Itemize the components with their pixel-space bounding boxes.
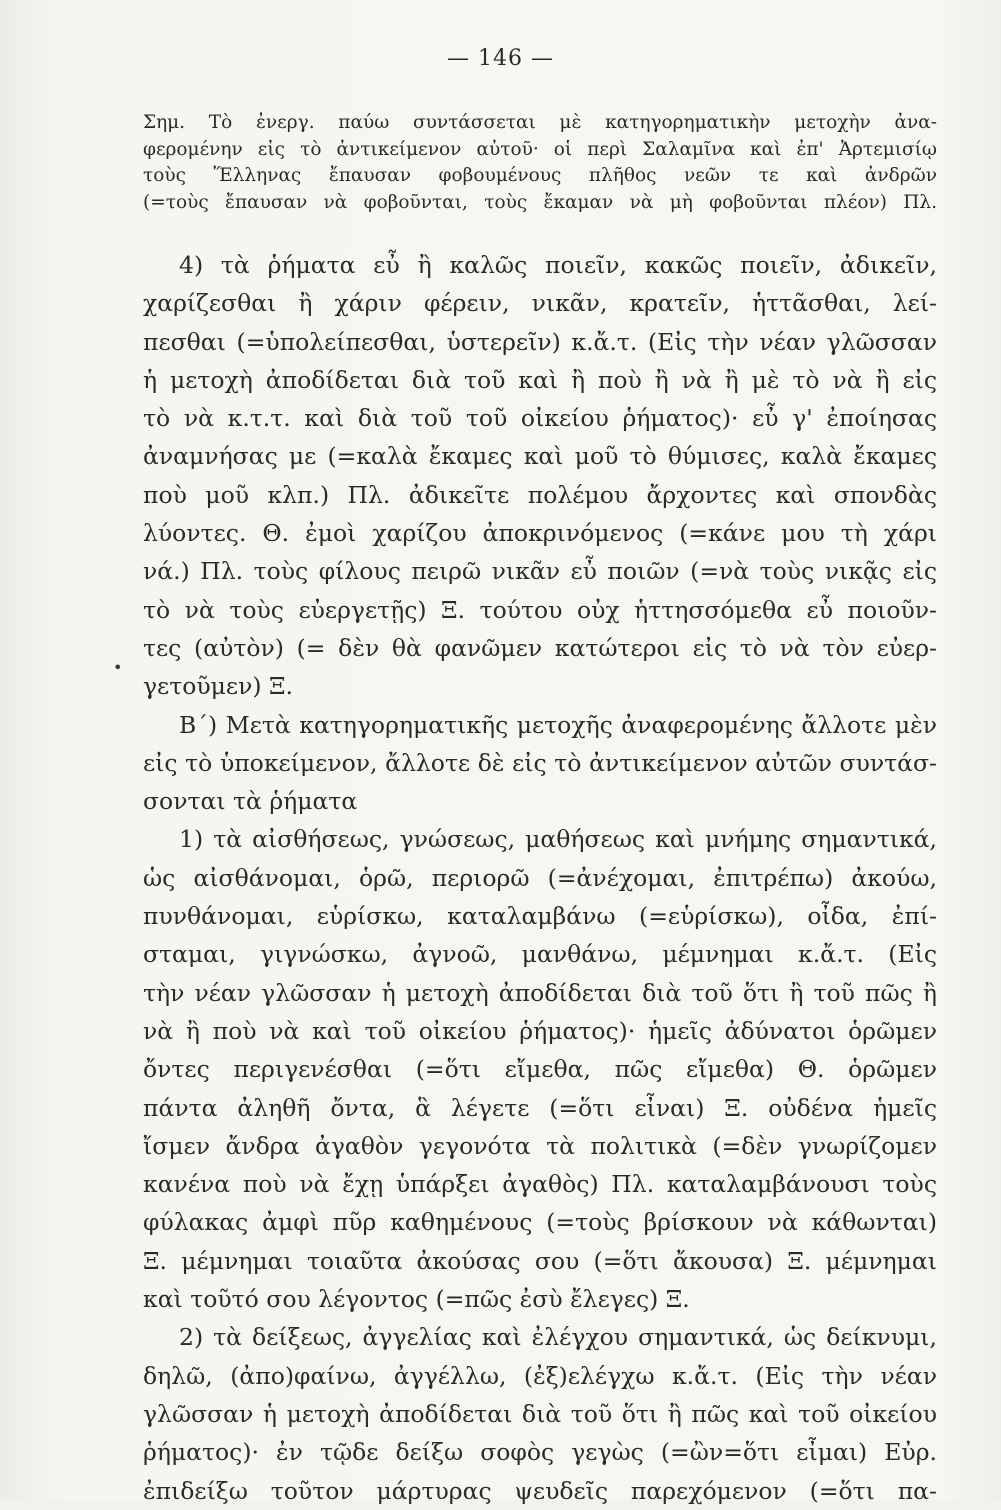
text-line: ῥήματος)· ἐν τῷδε δείξω σοφὸς γεγὼς (=ὢν=ὅτι εἶμαι) Εὐρ. — [143, 1438, 937, 1467]
text-line: ἡ μετοχὴ ἀποδίδεται διὰ τοῦ καὶ ἢ ποὺ ἢ νὰ ἢ μὲ τὸ νὰ ἢ εἰς — [143, 365, 937, 394]
text-line: τες (αὐτὸν) (= δὲν θὰ φανῶμεν κατώτεροι εἰς τὸ νὰ τὸν εὐερ- — [143, 633, 937, 662]
note-line: (=τοὺς ἔπαυσαν νὰ φοβοῦνται, τοὺς ἔκαμαν νὰ μὴ φοβοῦνται πλέον) Πλ. — [143, 191, 937, 213]
text-line: κανένα ποὺ νὰ ἔχῃ ὑπάρξει ἀγαθὸς) Πλ. καταλαμβάνουσι τοὺς — [143, 1170, 937, 1199]
page-number: — 146 — — [447, 46, 554, 71]
note-line: τοὺς Ἕλληνας ἔπαυσαν φοβουμένους πλῆθος νεῶν τε καὶ ἀνδρῶν — [143, 165, 937, 186]
text-line: Β΄) Μετὰ κατηγορηματικῆς μετοχῆς ἀναφερομένης ἄλλοτε μὲν — [179, 710, 937, 739]
text-line: ἐπιδείξω τοῦτον μάρτυρας ψευδεῖς παρεχόμενον (=ὅτι πα- — [143, 1476, 937, 1505]
text-line: νά.) Πλ. τοὺς φίλους πειρῶ νικᾶν εὖ ποιῶν (=νὰ τοὺς νικᾷς εἰς — [143, 557, 937, 586]
text-line: καὶ τοῦτό σου λέγοντος (=πῶς ἐσὺ ἔλεγες) Ξ. — [143, 1285, 690, 1314]
text-line: γετοῦμεν) Ξ. — [143, 672, 294, 701]
text-line: ὄντες περιγενέσθαι (=ὅτι εἴμεθα, πῶς εἴμεθα) Θ. ὁρῶμεν — [143, 1055, 937, 1084]
text-line: ἀναμνήσας με (=καλὰ ἔκαμες καὶ μοῦ τὸ θύμισες, καλὰ ἔκαμες — [143, 442, 937, 471]
margin-dot-icon: • — [113, 658, 123, 677]
text-line: τὸ νὰ κ.τ.τ. καὶ διὰ τοῦ τοῦ οἰκείου ῥήματος)· εὖ γ' ἐποίησας — [143, 404, 937, 433]
text-line: τὸ νὰ τοὺς εὐεργετῇς) Ξ. τούτου οὐχ ἡττησσόμεθα εὖ ποιοῦν- — [143, 595, 937, 624]
text-line: πεσθαι (=ὑπολείπεσθαι, ὑστερεῖν) κ.ἄ.τ. (Εἰς τὴν νέαν γλῶσσαν — [143, 327, 937, 356]
main-text — [143, 246, 937, 1510]
text-line: πάντα ἀληθῆ ὄντα, ἃ λέγετε (=ὅτι εἶναι) Ξ. οὐδένα ἡμεῖς — [143, 1093, 937, 1122]
text-line: δηλῶ, (ἀπο)φαίνω, ἀγγέλλω, (ἐξ)ελέγχω κ.ἄ.τ. (Εἰς τὴν νέαν — [143, 1361, 937, 1390]
text-line: ποὺ μοῦ κλπ.) Πλ. ἀδικεῖτε πολέμου ἄρχοντες καὶ σπονδὰς — [143, 480, 937, 509]
text-line: Ξ. μέμνημαι τοιαῦτα ἀκούσας σου (=ὅτι ἄκουσα) Ξ. μέμνημαι — [143, 1246, 937, 1275]
text-line: ὡς αἰσθάνομαι, ὁρῶ, περιορῶ (=ἀνέχομαι, ἐπιτρέπω) ἀκούω, — [143, 863, 937, 892]
note-line: φερομένην εἰς τὸ ἀντικείμενον αὐτοῦ· οἱ περὶ Σαλαμῖνα καὶ ἐπ' Ἀρτεμισίῳ — [143, 138, 937, 160]
text-line: 2) τὰ δείξεως, ἀγγελίας καὶ ἐλέγχου σημαντικά, ὡς δείκνυμι, — [179, 1323, 937, 1352]
text-line: 1) τὰ αἰσθήσεως, γνώσεως, μαθήσεως καὶ μνήμης σημαντικά, — [179, 825, 937, 854]
note-line: Σημ. Τὸ ἐνεργ. παύω συντάσσεται μὲ κατηγορηματικὴν μετοχὴν ἀνα- — [143, 112, 937, 133]
text-line: γλῶσσαν ἡ μετοχὴ ἀποδίδεται διὰ τοῦ ὅτι ἢ πῶς καὶ τοῦ οἰκείου — [143, 1399, 937, 1428]
text-line: 4) τὰ ῥήματα εὖ ἢ καλῶς ποιεῖν, κακῶς ποιεῖν, ἀδικεῖν, — [179, 251, 937, 279]
text-line: λύοντες. Θ. ἐμοὶ χαρίζου ἀποκρινόμενος (=κάνε μου τὴ χάρι — [143, 519, 937, 548]
text-line: νὰ ἢ ποὺ νὰ καὶ τοῦ οἰκείου ῥήματος)· ἡμεῖς ἀδύνατοι ὁρῶμεν — [143, 1016, 937, 1045]
text-line: τὴν νέαν γλῶσσαν ἡ μετοχὴ ἀποδίδεται διὰ τοῦ ὅτι ἢ τοῦ πῶς ἢ — [143, 978, 937, 1007]
text-line: χαρίζεσθαι ἢ χάριν φέρειν, νικᾶν, κρατεῖν, ἡττᾶσθαι, λεί- — [143, 289, 937, 318]
text-line: πυνθάνομαι, εὑρίσκω, καταλαμβάνω (=εὑρίσκω), οἶδα, ἐπί- — [143, 902, 937, 931]
text-line: ἴσμεν ἄνδρα ἀγαθὸν γεγονότα τὰ πολιτικὰ (=δὲν γνωρίζομεν — [143, 1131, 937, 1160]
text-line: φύλακας ἀμφὶ πῦρ καθημένους (=τοὺς βρίσκουν νὰ κάθωνται) — [143, 1208, 937, 1237]
text-line: εἰς τὸ ὑποκείμενον, ἄλλοτε δὲ εἰς τὸ ἀντικείμενον αὐτῶν συντάσ- — [143, 748, 937, 777]
text-line: σταμαι, γιγνώσκω, ἀγνοῶ, μανθάνω, μέμνημαι κ.ἄ.τ. (Εἰς — [143, 940, 937, 969]
note-paragraph — [143, 110, 937, 216]
text-line: σονται τὰ ῥήματα — [143, 787, 358, 816]
